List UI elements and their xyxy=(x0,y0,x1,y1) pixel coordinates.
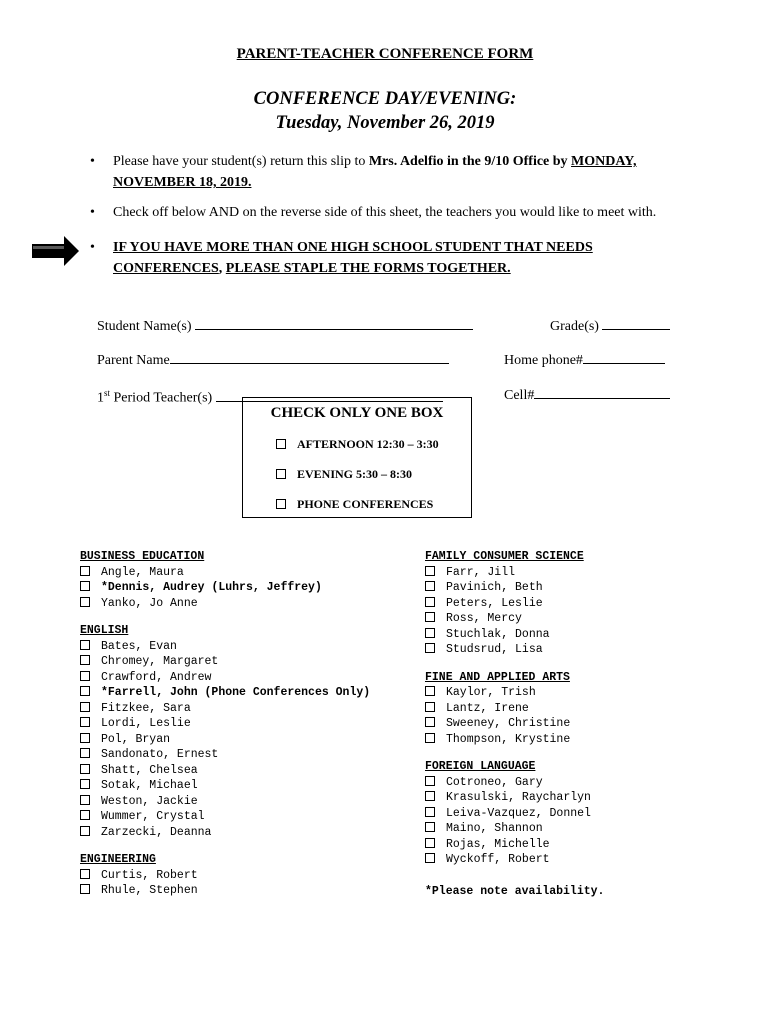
teacher-item[interactable] xyxy=(80,685,410,701)
checkbox[interactable] xyxy=(80,655,90,665)
time-selection-box xyxy=(242,397,472,518)
teacher-name: Rojas, Michelle xyxy=(446,837,550,851)
instruction-staple-line2: PLEASE STAPLE THE FORMS TOGETHER. xyxy=(225,261,511,276)
checkbox[interactable] xyxy=(80,640,90,650)
option-label: EVENING 5:30 – 8:30 xyxy=(297,467,413,481)
teacher-name: Chromey, Margaret xyxy=(101,655,219,668)
bullet-dot: • xyxy=(90,205,95,220)
parent-name-field xyxy=(90,331,449,370)
teacher-item[interactable] xyxy=(80,883,410,899)
parent-name-label: Parent Name xyxy=(97,353,170,368)
teacher-item[interactable] xyxy=(80,747,410,763)
department-heading-business-education: BUSINESS EDUCATION xyxy=(80,550,205,563)
checkbox[interactable] xyxy=(80,597,90,607)
checkbox[interactable] xyxy=(80,748,90,758)
teacher-name: Crawford, Andrew xyxy=(101,670,212,684)
teacher-name: Sandonato, Ernest xyxy=(101,748,219,761)
instruction-staple-conferences: CONFERENCES xyxy=(113,261,219,276)
checkbox[interactable] xyxy=(80,884,90,894)
teacher-name: Lordi, Leslie xyxy=(101,717,191,730)
teacher-name: Wyckoff, Robert xyxy=(446,853,550,866)
home-phone-input[interactable] xyxy=(583,349,665,364)
teacher-item[interactable] xyxy=(425,821,745,837)
checkbox[interactable] xyxy=(425,628,435,638)
instruction-return-slip xyxy=(113,151,713,193)
cell-field xyxy=(497,366,670,405)
checkbox[interactable] xyxy=(425,733,435,743)
checkbox[interactable] xyxy=(80,671,90,681)
section-gap xyxy=(425,658,745,670)
teacher-name: Leiva-Vazquez, Donnel xyxy=(446,806,591,820)
checkbox[interactable] xyxy=(425,566,435,576)
time-box-title: CHECK ONLY ONE BOX xyxy=(270,405,444,421)
teacher-name: Ross, Mercy xyxy=(446,612,522,625)
department-heading-fine-and-applied-arts: FINE AND APPLIED ARTS xyxy=(425,670,570,684)
conference-label: CONFERENCE DAY/EVENING: xyxy=(253,89,517,109)
instruction-deadline-day: MONDAY, xyxy=(571,154,637,169)
teacher-item[interactable] xyxy=(425,732,745,748)
teacher-item[interactable] xyxy=(80,596,410,612)
checkbox[interactable] xyxy=(425,807,435,817)
teacher-name: Studsrud, Lisa xyxy=(446,643,543,656)
student-name-label: Student Name(s) xyxy=(97,319,192,334)
section-gap xyxy=(80,840,410,852)
checkbox[interactable] xyxy=(425,702,435,712)
checkbox[interactable] xyxy=(80,717,90,727)
teacher-item[interactable] xyxy=(80,565,410,581)
option-label: AFTERNOON 12:30 – 3:30 xyxy=(297,437,439,451)
checkbox[interactable] xyxy=(425,822,435,832)
teacher-note: (Luhrs, Jeffrey) xyxy=(211,581,322,594)
home-phone-label: Home phone# xyxy=(504,353,583,368)
teacher-item[interactable] xyxy=(80,794,410,810)
checkbox[interactable] xyxy=(80,764,90,774)
teacher-item[interactable] xyxy=(80,825,410,841)
teacher-name: Lantz, Irene xyxy=(446,701,529,715)
cell-label: Cell# xyxy=(504,388,535,403)
teacher-name: Rhule, Stephen xyxy=(101,884,198,897)
checkbox[interactable] xyxy=(425,853,435,863)
teacher-item[interactable] xyxy=(425,790,745,806)
teacher-item[interactable] xyxy=(425,775,745,791)
teacher-item[interactable] xyxy=(80,716,410,732)
checkbox[interactable] xyxy=(425,597,435,607)
first-period-sup: st xyxy=(104,388,111,398)
teacher-item[interactable] xyxy=(425,580,745,596)
teacher-name: Thompson, Krystine xyxy=(446,732,571,746)
teacher-item[interactable] xyxy=(80,639,410,655)
teacher-name: Shatt, Chelsea xyxy=(101,763,198,777)
teacher-name: Maino, Shannon xyxy=(446,822,543,835)
teacher-name: Peters, Leslie xyxy=(446,596,543,610)
teacher-item[interactable] xyxy=(80,868,410,884)
teacher-item[interactable] xyxy=(425,701,745,717)
checkbox[interactable] xyxy=(80,686,90,696)
first-period-label: Period Teacher(s) xyxy=(110,390,213,406)
checkbox[interactable] xyxy=(425,581,435,591)
teacher-item[interactable] xyxy=(425,611,745,627)
teacher-name: Pol, Bryan xyxy=(101,732,171,746)
teacher-item[interactable] xyxy=(425,627,745,643)
teacher-item[interactable] xyxy=(80,670,410,686)
grade-input[interactable] xyxy=(602,315,670,330)
teacher-item[interactable] xyxy=(80,732,410,748)
teacher-name: Zarzecki, Deanna xyxy=(101,825,212,839)
checkbox[interactable] xyxy=(425,643,435,653)
checkbox[interactable] xyxy=(276,439,286,449)
conference-heading xyxy=(0,87,770,135)
student-name-input[interactable] xyxy=(195,315,473,330)
teacher-name: Kaylor, Trish xyxy=(446,686,536,699)
teacher-item[interactable] xyxy=(425,685,745,701)
teacher-item[interactable] xyxy=(80,701,410,717)
home-phone-field xyxy=(497,331,665,370)
teacher-item[interactable] xyxy=(425,837,745,853)
departments-right-column xyxy=(425,549,745,868)
teacher-name: Fitzkee, Sara xyxy=(101,701,191,715)
form-title: PARENT-TEACHER CONFERENCE FORM xyxy=(236,46,534,62)
checkbox[interactable] xyxy=(80,581,90,591)
checkbox[interactable] xyxy=(80,733,90,743)
checkbox[interactable] xyxy=(80,795,90,805)
teacher-item[interactable] xyxy=(80,580,410,596)
checkbox[interactable] xyxy=(80,869,90,879)
teacher-name: Curtis, Robert xyxy=(101,868,198,882)
parent-name-input[interactable] xyxy=(170,349,449,364)
checkbox[interactable] xyxy=(425,717,435,727)
option-phone[interactable] xyxy=(276,497,433,512)
teacher-name: Sotak, Michael xyxy=(101,779,198,792)
teacher-item[interactable] xyxy=(425,642,745,658)
teacher-name: *Dennis, Audrey xyxy=(101,581,205,594)
conference-date: Tuesday, November 26, 2019 xyxy=(275,113,495,133)
cell-input[interactable] xyxy=(534,384,670,399)
teacher-name: *Farrell, John xyxy=(101,686,198,699)
teacher-item[interactable] xyxy=(425,565,745,581)
grade-label: Grade(s) xyxy=(550,319,599,334)
instruction-deadline-date: NOVEMBER 18, 2019. xyxy=(113,175,252,190)
teacher-name: Wummer, Crystal xyxy=(101,810,205,823)
teacher-item[interactable] xyxy=(80,763,410,779)
bullet-dot: • xyxy=(90,240,95,255)
option-label: PHONE CONFERENCES xyxy=(297,497,434,511)
instruction-office: Mrs. Adelfio in the 9/10 Office by xyxy=(368,154,572,169)
availability-note: *Please note availability. xyxy=(425,885,605,898)
department-heading-foreign-language: FOREIGN LANGUAGE xyxy=(425,760,536,773)
department-heading-engineering: ENGINEERING xyxy=(80,853,156,866)
checkbox[interactable] xyxy=(425,686,435,696)
instruction-staple-comma: , xyxy=(218,261,226,276)
teacher-item[interactable] xyxy=(80,809,410,825)
checkbox[interactable] xyxy=(425,776,435,786)
department-heading-family-consumer-science: FAMILY CONSUMER SCIENCE xyxy=(425,550,584,563)
instruction-staple xyxy=(113,237,713,279)
bullet-dot: • xyxy=(90,154,95,169)
checkbox[interactable] xyxy=(80,779,90,789)
teacher-name: Cotroneo, Gary xyxy=(446,775,543,789)
arrow-right-icon xyxy=(32,236,80,266)
teacher-name: Farr, Jill xyxy=(446,565,516,579)
teacher-name: Angle, Maura xyxy=(101,565,184,579)
teacher-item[interactable] xyxy=(425,596,745,612)
section-gap xyxy=(80,611,410,623)
checkbox[interactable] xyxy=(80,702,90,712)
teacher-name: Krasulski, Raycharlyn xyxy=(446,791,591,804)
teacher-item[interactable] xyxy=(425,806,745,822)
teacher-item[interactable] xyxy=(80,654,410,670)
teacher-name: Stuchlak, Donna xyxy=(446,627,550,641)
department-heading-english: ENGLISH xyxy=(80,624,129,637)
checkbox[interactable] xyxy=(80,810,90,820)
teacher-item[interactable] xyxy=(425,716,745,732)
section-gap xyxy=(425,747,745,759)
teacher-name: Pavinich, Beth xyxy=(446,581,543,594)
instruction-check-off: Check off below AND on the reverse side of this sheet, the teachers you would like to meet with. xyxy=(113,205,657,220)
teacher-note: (Phone Conferences Only) xyxy=(204,686,371,699)
instruction-text: Please have your student(s) return this slip to xyxy=(113,154,369,169)
teacher-name: Sweeney, Christine xyxy=(446,717,571,730)
instruction-staple-line1: IF YOU HAVE MORE THAN ONE HIGH SCHOOL STUDENT THAT NEEDS xyxy=(113,240,593,255)
checkbox[interactable] xyxy=(425,612,435,622)
departments-left-column xyxy=(80,549,410,899)
teacher-name: Yanko, Jo Anne xyxy=(101,596,198,610)
teacher-item[interactable] xyxy=(425,852,745,868)
teacher-item[interactable] xyxy=(80,778,410,794)
checkbox[interactable] xyxy=(276,469,286,479)
checkbox[interactable] xyxy=(425,838,435,848)
checkbox[interactable] xyxy=(276,499,286,509)
checkbox[interactable] xyxy=(80,566,90,576)
option-evening[interactable] xyxy=(276,467,412,482)
option-afternoon[interactable] xyxy=(276,437,439,452)
teacher-name: Bates, Evan xyxy=(101,639,177,653)
teacher-name: Weston, Jackie xyxy=(101,794,198,808)
first-period-num: 1 xyxy=(97,390,104,406)
checkbox[interactable] xyxy=(80,826,90,836)
checkbox[interactable] xyxy=(425,791,435,801)
